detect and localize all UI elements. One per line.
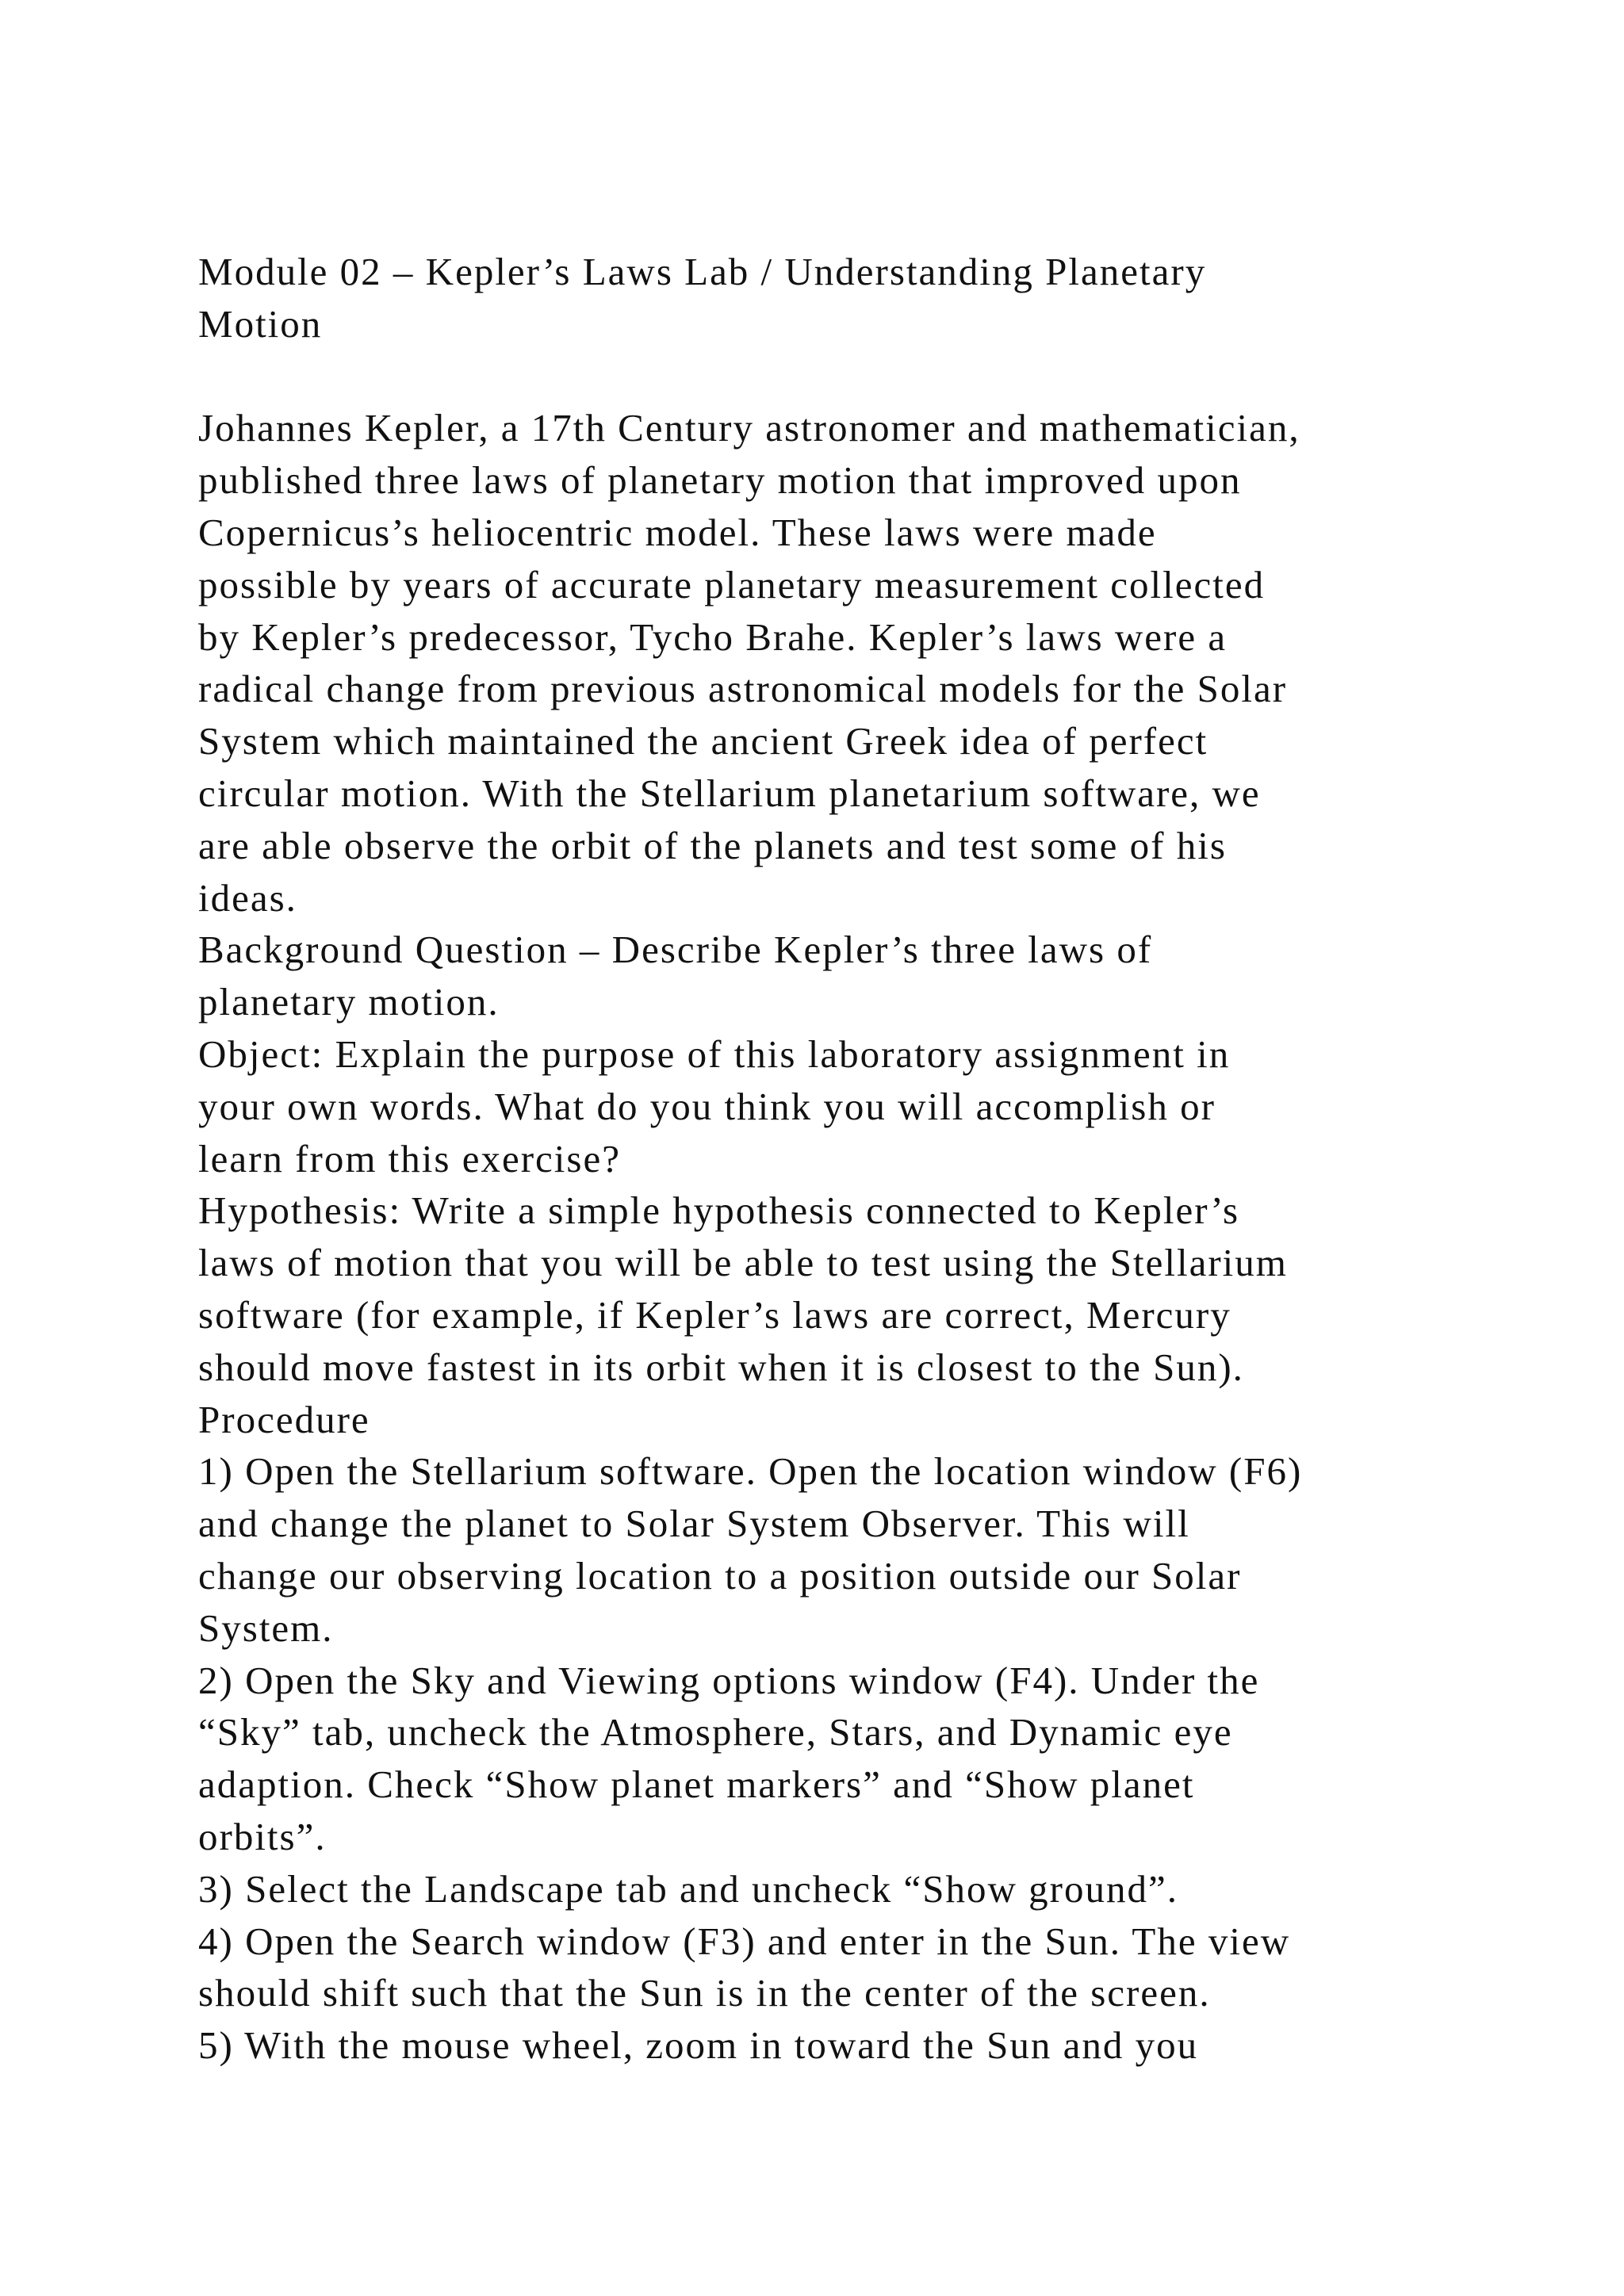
text-line: by Kepler’s predecessor, Tycho Brahe. Kepler’s laws were a	[198, 614, 1228, 659]
text-line: System.	[198, 1605, 334, 1650]
text-line: 3) Select the Landscape tab and uncheck “Show ground”.	[198, 1866, 1178, 1911]
text-line: and change the planet to Solar System Observer. This will	[198, 1502, 1190, 1546]
text-line: change our observing location to a position outside our Solar	[198, 1553, 1242, 1598]
text-line: “Sky” tab, uncheck the Atmosphere, Stars, and Dynamic eye	[198, 1710, 1233, 1755]
text-line: Background Question – Describe Kepler’s three laws of	[198, 928, 1153, 972]
text-line: Object: Explain the purpose of this laboratory assignment in	[198, 1031, 1231, 1076]
title-line: Motion	[198, 301, 323, 346]
text-line: 1) Open the Stellarium software. Open the location window (F6)	[198, 1449, 1303, 1494]
text-line: 2) Open the Sky and Viewing options window (F4). Under the	[198, 1658, 1260, 1702]
blank-line	[198, 350, 1499, 403]
text-line: are able observe the orbit of the planets and test some of his	[198, 823, 1227, 867]
text-line: radical change from previous astronomical models for the Solar	[198, 667, 1288, 711]
text-line: 4) Open the Search window (F3) and enter in the Sun. The view	[198, 1919, 1291, 1963]
document-title	[198, 246, 1499, 350]
text-line: published three laws of planetary motion that improved upon	[198, 458, 1242, 503]
procedure-step-2	[198, 1655, 1499, 1863]
text-line: software (for example, if Kepler’s laws are correct, Mercury	[198, 1292, 1231, 1337]
text-line: should move fastest in its orbit when it is closest to the Sun).	[198, 1345, 1244, 1389]
object-paragraph	[198, 1028, 1499, 1184]
text-line: Hypothesis: Write a simple hypothesis connected to Kepler’s	[198, 1188, 1240, 1233]
text-line: your own words. What do you think you will accomplish or	[198, 1084, 1216, 1128]
text-line: adaption. Check “Show planet markers” and “Show planet	[198, 1762, 1195, 1807]
text-line: learn from this exercise?	[198, 1136, 621, 1181]
text-line: Copernicus’s heliocentric model. These laws were made	[198, 510, 1157, 554]
document-body	[198, 246, 1499, 2072]
text-line: 5) With the mouse wheel, zoom in toward the Sun and you	[198, 2023, 1199, 2068]
procedure-heading	[198, 1394, 1499, 1446]
text-line: System which maintained the ancient Greek idea of perfect	[198, 719, 1208, 763]
hypothesis-paragraph	[198, 1184, 1499, 1393]
procedure-step-1	[198, 1445, 1499, 1654]
text-line: possible by years of accurate planetary measurement collected	[198, 562, 1266, 607]
procedure-step-3	[198, 1863, 1499, 1915]
procedure-step-5	[198, 2019, 1499, 2072]
text-line: orbits”.	[198, 1814, 327, 1858]
intro-paragraph	[198, 402, 1499, 924]
text-line: should shift such that the Sun is in the center of the screen.	[198, 1971, 1211, 2015]
background-question	[198, 924, 1499, 1028]
text-line: laws of motion that you will be able to test using the Stellarium	[198, 1241, 1288, 1285]
text-line: planetary motion.	[198, 980, 500, 1024]
text-line: circular motion. With the Stellarium planetarium software, we	[198, 771, 1261, 815]
procedure-step-4	[198, 1915, 1499, 2020]
text-line: ideas.	[198, 875, 297, 920]
text-line: Johannes Kepler, a 17th Century astronomer and mathematician,	[198, 406, 1300, 450]
title-line: Module 02 – Kepler’s Laws Lab / Understanding Planetary	[198, 250, 1207, 293]
text-line: Procedure	[198, 1397, 370, 1441]
